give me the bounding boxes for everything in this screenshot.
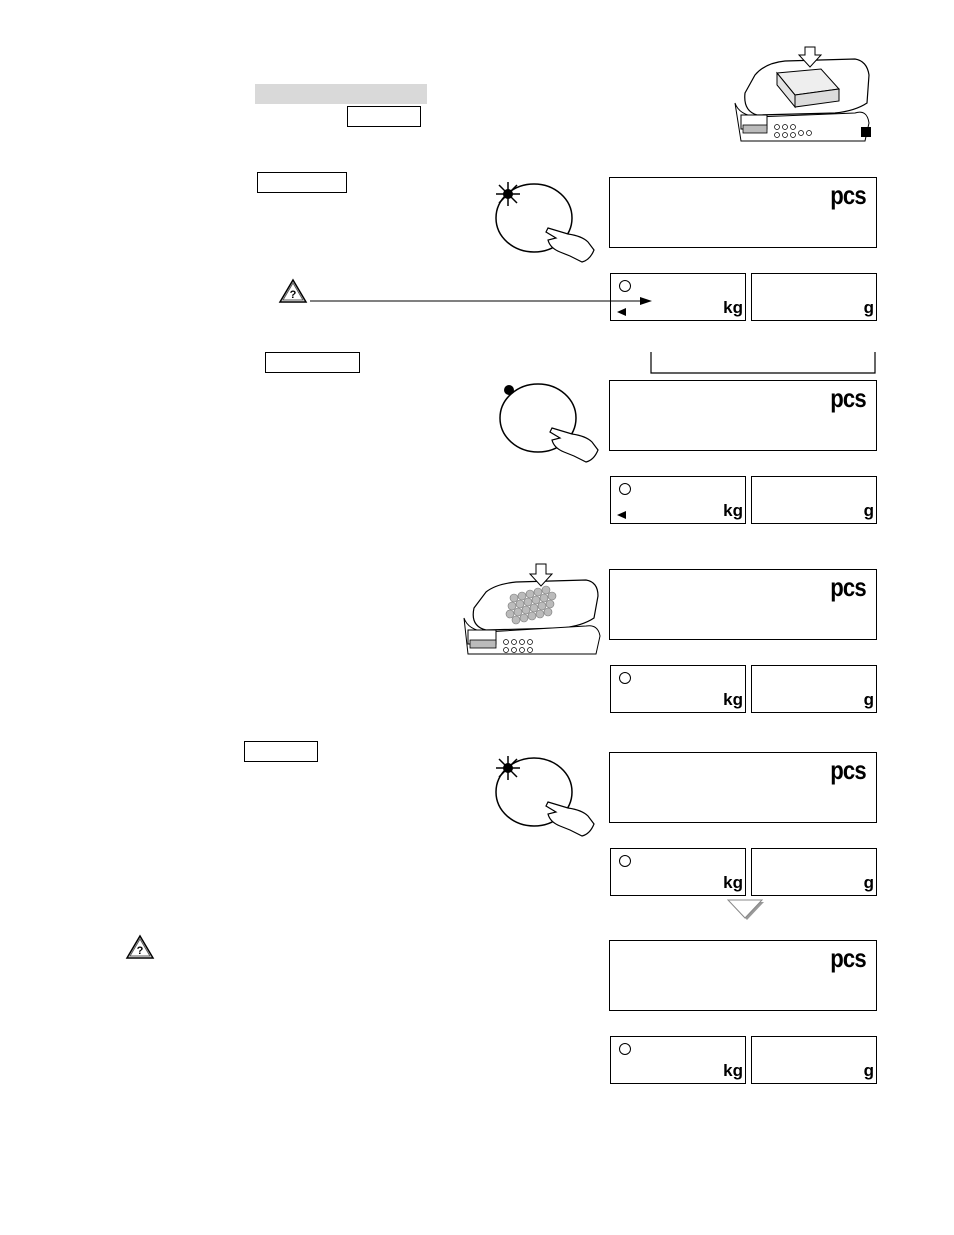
highlight-bar xyxy=(255,84,427,104)
unit-pcs: pcs xyxy=(830,943,866,973)
press-key-flash-illustration-1 xyxy=(490,176,600,266)
display-kg-4 xyxy=(610,848,746,896)
unit-kg: kg xyxy=(723,873,743,892)
unit-kg: kg xyxy=(723,690,743,709)
scale-with-container-illustration xyxy=(735,45,875,143)
stable-led-icon xyxy=(619,855,631,867)
key-box-3 xyxy=(265,352,360,373)
press-key-illustration xyxy=(494,376,604,466)
stable-led-icon xyxy=(619,280,631,292)
unit-pcs: pcs xyxy=(830,383,866,413)
display-pcs-1 xyxy=(609,177,877,248)
display-g-4 xyxy=(751,848,877,896)
display-pcs-5 xyxy=(609,940,877,1011)
display-kg-3 xyxy=(610,665,746,713)
unit-g: g xyxy=(863,873,874,892)
unit-kg: kg xyxy=(723,1061,743,1080)
svg-text:?: ? xyxy=(136,945,144,957)
tare-indicator-icon xyxy=(617,511,626,519)
unit-pcs: pcs xyxy=(830,572,866,602)
unit-g: g xyxy=(863,501,874,520)
display-pcs-4 xyxy=(609,752,877,823)
warning-question-icon xyxy=(279,279,307,303)
bracket-line xyxy=(650,352,878,374)
key-box-4 xyxy=(244,741,318,762)
warning-question-icon xyxy=(126,935,154,959)
display-g-5 xyxy=(751,1036,877,1084)
svg-text:?: ? xyxy=(289,289,297,301)
unit-g: g xyxy=(863,298,874,317)
display-g-1 xyxy=(751,273,877,321)
unit-g: g xyxy=(863,1061,874,1080)
scale-with-samples-illustration xyxy=(462,562,602,657)
unit-g: g xyxy=(863,690,874,709)
unit-kg: kg xyxy=(723,501,743,520)
display-kg-5 xyxy=(610,1036,746,1084)
press-key-flash-illustration-2 xyxy=(490,750,600,840)
stable-led-icon xyxy=(619,483,631,495)
unit-kg: kg xyxy=(723,298,743,317)
display-pcs-2 xyxy=(609,380,877,451)
down-triangle-icon xyxy=(728,900,768,922)
tare-indicator-icon xyxy=(617,308,626,316)
pointer-arrow-line xyxy=(310,296,655,306)
display-g-3 xyxy=(751,665,877,713)
stable-led-icon xyxy=(619,1043,631,1055)
display-kg-2 xyxy=(610,476,746,524)
display-g-2 xyxy=(751,476,877,524)
key-box-2 xyxy=(257,172,347,193)
key-box-1 xyxy=(347,106,421,127)
unit-pcs: pcs xyxy=(830,180,866,210)
display-pcs-3 xyxy=(609,569,877,640)
stable-led-icon xyxy=(619,672,631,684)
unit-pcs: pcs xyxy=(830,755,866,785)
